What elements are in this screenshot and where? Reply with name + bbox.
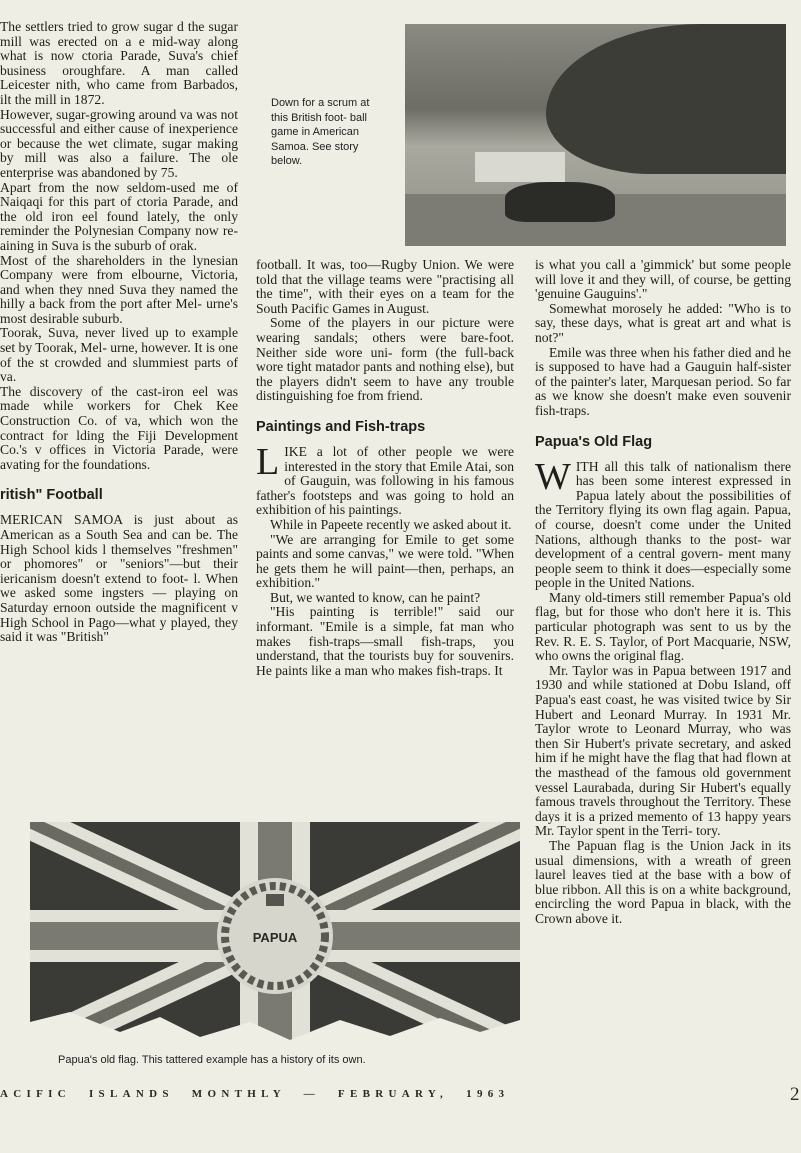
paragraph: Most of the shareholders in the lynesian Company were from elbourne, Victoria, and when they nned Suva they named the hilly a back from the port after Mel- urne's most desirable suburb.	[0, 252, 238, 326]
paragraph: "We are arranging for Emile to get some paints and some canvas," we were told. "When he gets them he will paint—then, perhaps, an exhibition."	[256, 531, 514, 591]
paragraph: The discovery of the cast-iron eel was made while workers for Chek Kee Construction Co. of va, which won the contract for lding the Fiji Development Co.'s v offices in Victoria Parade, were avating for the foundations.	[0, 383, 238, 472]
column-left	[0, 20, 238, 645]
paragraph: Somewhat morosely he added: "Who is to say, these days, what is great art and what is not?"	[535, 300, 791, 345]
drop-cap: W	[535, 455, 571, 498]
papua-flag-photo	[30, 822, 520, 1050]
drop-cap: L	[256, 440, 280, 483]
column-right	[535, 258, 791, 927]
photo-players-shape	[505, 182, 615, 222]
paragraph: Emile was three when his father died and he is supposed to have had a Gauguin half-sister of the painter's later, Marquesan period. So far as we know she doesn't make even souvenir fish-traps.	[535, 344, 791, 418]
page-footer	[0, 1084, 801, 1107]
photo-hill-shape	[546, 24, 786, 174]
rugby-scrum-photo	[405, 24, 786, 246]
section-heading-flag: Papua's Old Flag	[535, 433, 653, 450]
union-jack-icon	[30, 822, 520, 1050]
section-heading-football: ritish" Football	[0, 487, 103, 504]
photo-building-shape	[475, 152, 565, 182]
column-middle	[256, 258, 514, 678]
paragraph: While in Papeete recently we asked about it.	[270, 516, 512, 532]
paragraph: Toorak, Suva, never lived up to example set by Toorak, Mel- urne, however. It is one of the st crowded and slummiest parts of va.	[0, 325, 238, 385]
paragraph: "His painting is terrible!" said our informant. "Emile is a simple, fat man who makes fish-traps—small fish-traps, you understand, that the tourists buy for souvenirs. He paints like a man who makes fish-traps. It	[256, 604, 514, 678]
paragraph: The settlers tried to grow sugar d the sugar mill was erected on a e mid-way along what is now ctoria Parade, Suva's chief business oroughfare. A man called Leicester nith, who came from Barbados, ilt the mill in 1872.	[0, 19, 238, 107]
section-heading-paintings: Paintings and Fish-traps	[256, 418, 426, 435]
paragraph: However, sugar-growing around va was not successful and either cause of inexperience or because the wet climate, sugar making by mill was also a failure. The ole enterprise was abandoned by 75.	[0, 106, 238, 180]
masthead: ACIFIC ISLANDS MONTHLY — FEBRUARY, 1963	[0, 1088, 510, 1100]
photo-caption-flag: Papua's old flag. This tattered example has a history of its own.	[58, 1054, 366, 1066]
paragraph: Apart from the now seldom-used me of Naiqaqi for this part of ctoria Parade, and the old iron eel found lately, the only reminder the Polynesian Company now re- aining in Suva is the suburb of orak.	[0, 179, 238, 253]
paragraph-dropcap: WITH all this talk of nationalism there has been some interest expressed in Papua lately about the possibilities of the Territory flying its own flag again. Papua, of course, doesn't come under the United Nations, although thanks to the post- war development of a central govern- ment many people seem to think it does—especially some people in the United Nations.	[535, 455, 791, 591]
photo-caption-scrum: Down for a scrum at this British foot- ball game in American Samoa. See story below.	[271, 97, 370, 167]
paragraph: MERICAN SAMOA is just about as American as a South Sea and can be. The High School kids l themselves "freshmen" or phomores" or "seniors"—but their iericanism doesn't extend to foot- l. When we asked some ingsters — playing on Saturday ernoon outside the magnificent v High School in Pago—what y played, they said it was "British"	[0, 512, 238, 645]
paragraph-dropcap: LIKE a lot of other people we were interested in the story that Emile Atai, son of Gauguin, was following in his famous father's footsteps and was going to hold an exhibition of his paintings.	[256, 440, 514, 518]
paragraph: But, we wanted to know, can he paint?	[270, 589, 481, 605]
paragraph: The Papuan flag is the Union Jack in its usual dimensions, with a wreath of green laurel leaves tied at the base with a bow of blue ribbon. All this is on a white background, encircling the word Papua in black, with the Crown above it.	[535, 837, 791, 926]
paragraph: football. It was, too—Rugby Union. We were told that the village teams were "practising all the time", with their eyes on a team for the South Pacific Games in August.	[256, 257, 514, 316]
paragraph: Mr. Taylor was in Papua between 1917 and 1930 and while stationed at Dobu Island, off Papua's east coast, he was visited twice by Sir Hubert and Leonard Murray. In 1931 Mr. Taylor wrote to Leonard Murray, who was then Sir Hubert's private secretary, and asked him if he might have the flag that had flown at the masthead of the famous old government vessel Laurabada, during Sir Hubert's equally famous travels throughout the Territory. These days it is a prized memento of 13 happy years Mr. Taylor spent in the Terri- tory.	[535, 662, 791, 839]
paragraph: Some of the players in our picture were wearing sandals; others were bare-foot. Neither side wore uni- form (the full-back wore tight matador pants and nothing else), but the players didn't seem to have any trouble distinguishing foe from friend.	[256, 315, 514, 404]
page-number: 2	[790, 1084, 800, 1105]
flag-word: PAPUA	[252, 930, 298, 945]
paragraph: Many old-timers still remember Papua's old flag, but for those who don't here it is. This particular photograph was sent to us by the Rev. R. E. S. Taylor, of Port Macquarie, NSW, who owns the original flag.	[535, 589, 791, 664]
paragraph: is what you call a 'gimmick' but some people will love it and they will, of course, be getting 'genuine Gauguins'."	[535, 257, 791, 302]
